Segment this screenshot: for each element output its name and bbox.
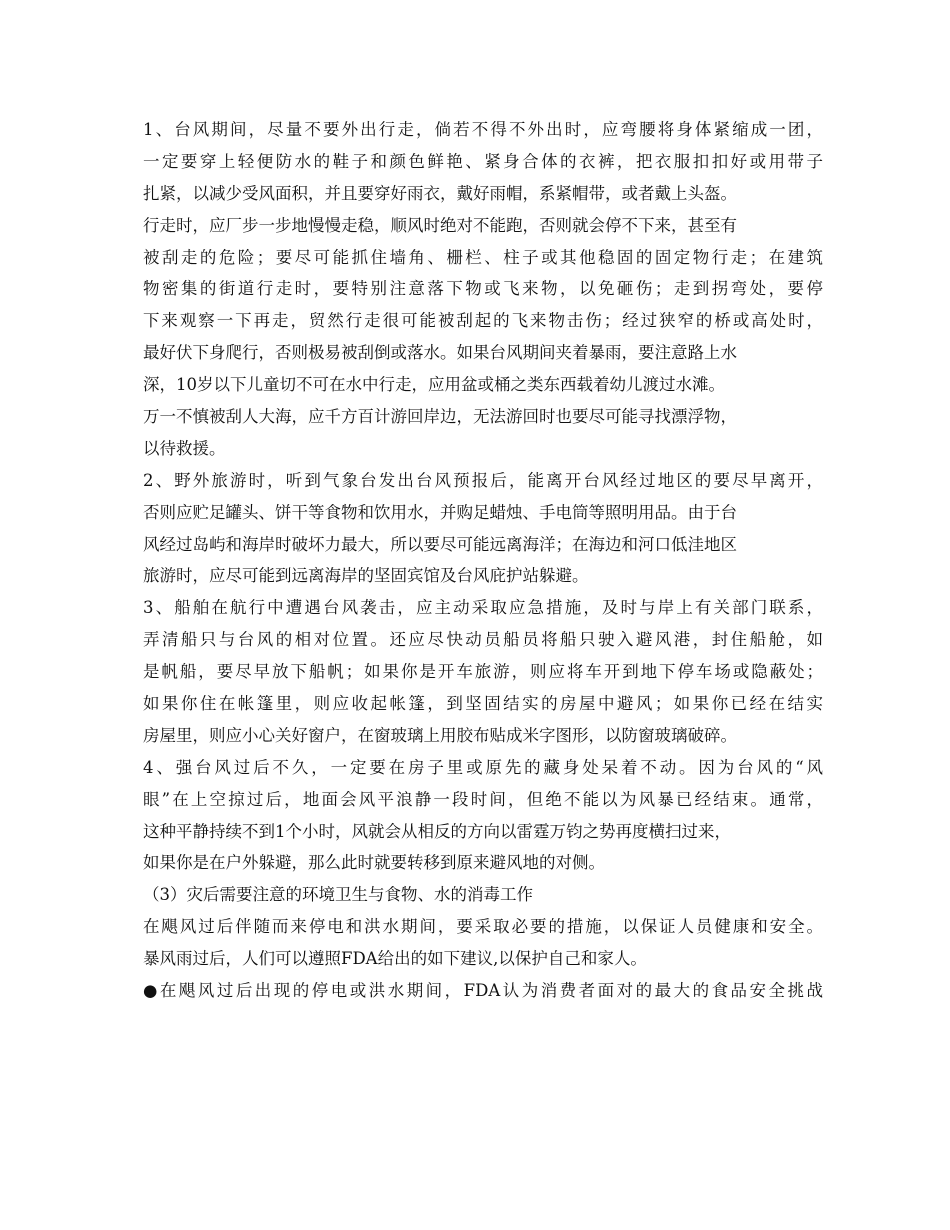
text-line: 眼”在上空掠过后，地面会风平浪静一段时间，但绝不能以为风暴已经结束。通常， (143, 789, 823, 809)
text-line: 3、船舶在航行中遭遇台风袭击，应主动采取应急措施，及时与岸上有关部门联系， (143, 598, 823, 618)
text-line: 万一不慎被刮人大海，应千方百计游回岸边，无法游回时也要尽可能寻找漂浮物， (143, 407, 737, 427)
text-line: 房屋里，则应小心关好窗户，在窗玻璃上用胶布贴成米字图形，以防窗玻璃破碎。 (143, 725, 737, 745)
text-line: 旅游时，应尽可能到远离海岸的坚固宾馆及台风庇护站躲避。 (143, 566, 589, 586)
text-line: 风经过岛屿和海岸时破坏力最大，所以要尽可能远离海洋；在海边和河口低洼地区 (143, 534, 737, 554)
text-line: 4、强台风过后不久，一定要在房子里或原先的藏身处呆着不动。因为台风的“风 (143, 757, 823, 777)
text-line: 物密集的街道行走时，要特别注意落下物或飞来物，以免砸伤；走到拐弯处，要停 (143, 279, 823, 299)
text-line: 弄清船只与台风的相对位置。还应尽快动员船员将船只驶入避风港，封住船舱，如 (143, 630, 823, 650)
text-line: 暴风雨过后，人们可以遵照FDA给出的如下建议,以保护自己和家人。 (143, 949, 647, 969)
text-line: 深，10岁以下儿童切不可在水中行走，应用盆或桶之类东西载着幼儿渡过水滩。 (143, 375, 725, 395)
text-line: 2、野外旅游时，听到气象台发出台风预报后，能离开台风经过地区的要尽早离开， (143, 470, 823, 490)
text-line: 在飓风过后伴随而来停电和洪水期间，要采取必要的措施，以保证人员健康和安全。 (143, 917, 823, 937)
text-line: 下来观察一下再走，贸然行走很可能被刮起的飞来物击伤；经过狭窄的桥或高处时， (143, 311, 823, 331)
text-line: 如果你是在户外躲避，那么此时就要转移到原来避风地的对侧。 (143, 853, 605, 873)
text-line: 否则应贮足罐头、饼干等食物和饮用水，并购足蜡烛、手电筒等照明用品。由于台 (143, 502, 737, 522)
text-line: 以待救援。 (143, 438, 226, 458)
text-line: ●在飓风过后出现的停电或洪水期间，FDA认为消费者面对的最大的食品安全挑战 (143, 981, 823, 1001)
text-line: 1、台风期间，尽量不要外出行走，倘若不得不外出时，应弯腰将身体紧缩成一团， (143, 120, 823, 139)
text-line: 被刮走的危险；要尽可能抓住墙角、栅栏、柱子或其他稳固的固定物行走；在建筑 (143, 247, 823, 267)
text-line: 是帆船，要尽早放下船帆；如果你是开车旅游，则应将车开到地下停车场或隐蔽处； (143, 662, 823, 682)
text-line: 如果你住在帐篷里，则应收起帐篷，到坚固结实的房屋中避风；如果你已经在结实 (143, 694, 823, 714)
text-line: 最好伏下身爬行，否则极易被刮倒或落水。如果台风期间夹着暴雨，要注意路上水 (143, 343, 737, 363)
text-line: 行走时，应厂步一步地慢慢走稳，顺风时绝对不能跑，否则就会停不下来，甚至有 (143, 215, 737, 235)
text-line: 一定要穿上轻便防水的鞋子和颜色鲜艳、紧身合体的衣裤，把衣服扣扣好或用带子 (143, 151, 823, 171)
text-line: （3）灾后需要注意的环境卫生与食物、水的消毒工作 (143, 885, 533, 905)
text-line: 这种平静持续不到1个小时，风就会从相反的方向以雷霆万钧之势再度横扫过来， (143, 821, 731, 841)
document-body (143, 114, 823, 1007)
text-line: 扎紧，以减少受风面积，并且要穿好雨衣，戴好雨帽，系紧帽带，或者戴上头盔。 (143, 183, 737, 203)
